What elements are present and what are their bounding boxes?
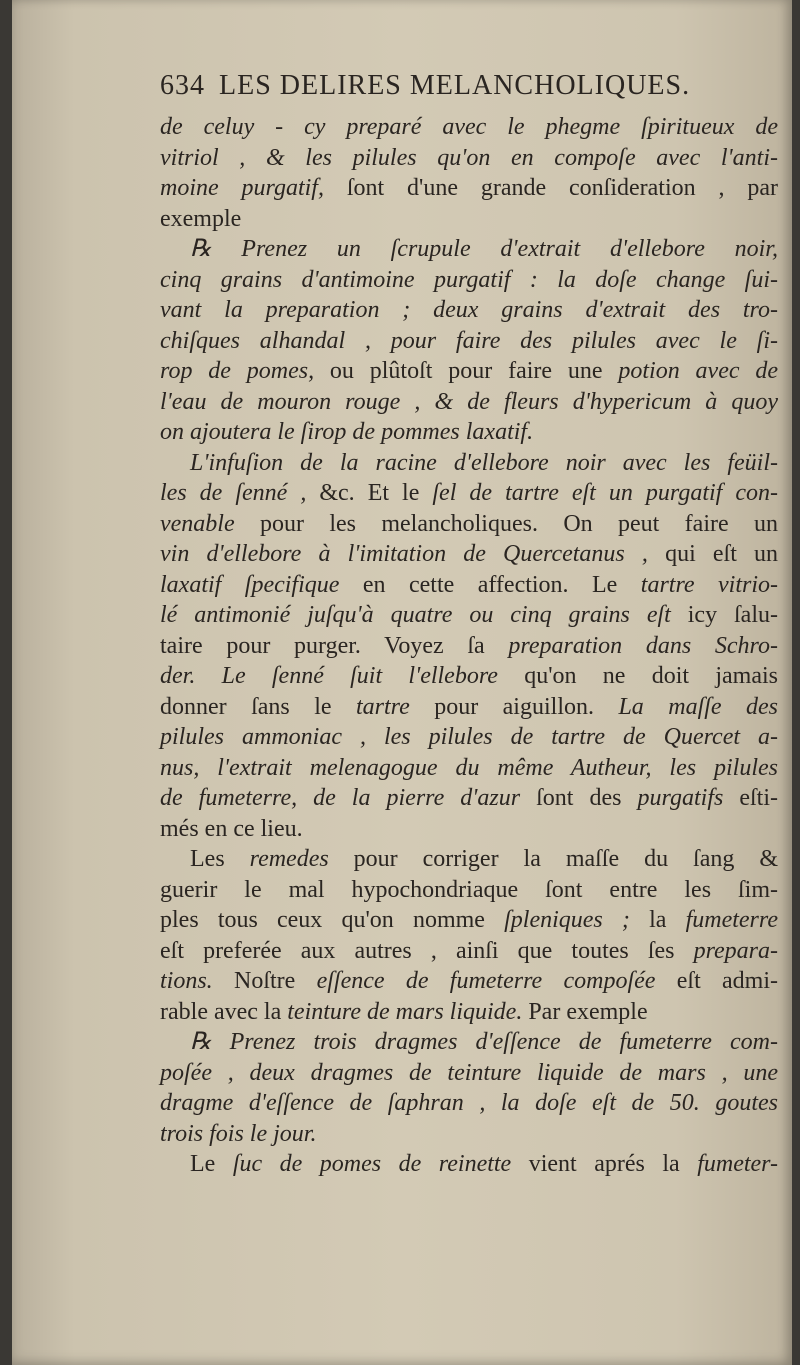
roman-segment: eſt admi-: [655, 968, 779, 994]
roman-segment: pour les melancholiques. On peut faire un: [234, 510, 778, 537]
italic-segment: preparation dans Schro-: [508, 632, 779, 659]
italic-segment: purgatifs: [637, 785, 724, 811]
roman-segment: pour aiguillon.: [409, 693, 619, 720]
text-line: [160, 783, 778, 814]
text-line: [160, 722, 778, 753]
italic-segment: tartre vitrio-: [640, 571, 778, 598]
italic-segment: nus, l'extrait melenagogue du même Autheur, les pilules: [160, 754, 778, 781]
italic-segment: tions.: [160, 968, 213, 994]
text-line: [160, 570, 778, 601]
roman-segment: en cette affection. Le: [339, 571, 641, 598]
italic-segment: poſée , deux dragmes de teinture liquide de mars , une: [160, 1059, 778, 1086]
italic-segment: teinture de mars liquide.: [287, 998, 523, 1025]
italic-segment: lé antimonié juſqu'à quatre ou cinq grains eſt: [160, 602, 671, 628]
text-line: [160, 356, 778, 387]
text-line: [160, 509, 778, 540]
italic-segment: vant la preparation ; deux grains d'extrait des tro-: [160, 297, 778, 323]
text-line: [160, 1088, 778, 1119]
text-line: [160, 936, 778, 967]
italic-segment: tartre: [355, 693, 410, 720]
italic-segment: venable: [160, 510, 235, 537]
roman-segment: ples tous ceux qu'on nomme: [160, 907, 505, 933]
roman-segment: ou plûtoſt pour faire une: [314, 358, 619, 384]
text-line: [160, 1058, 778, 1089]
italic-segment: on ajoutera le ſirop de pommes laxatif.: [160, 419, 534, 445]
roman-segment: exemple: [160, 205, 242, 232]
text-line: [160, 539, 778, 570]
italic-segment: eſſence de fumeterre compoſée: [316, 968, 656, 994]
text-line: [160, 600, 778, 631]
italic-segment: rop de pomes,: [160, 358, 315, 384]
roman-segment: pour corriger la maſſe du ſang &: [328, 846, 779, 872]
italic-segment: de fumeterre, de la pierre d'azur: [160, 785, 521, 811]
text-line: [160, 234, 778, 265]
roman-segment: ſont d'une grande conſideration , par: [323, 175, 778, 201]
roman-segment: vient aprés la: [511, 1151, 698, 1177]
roman-segment: donner ſans le: [160, 693, 356, 720]
roman-segment: rable avec la: [160, 998, 288, 1025]
book-page: [12, 0, 792, 1365]
roman-segment: eſt preferée aux autres , ainſi que toutes ſes: [160, 937, 694, 964]
italic-segment: les de ſenné ,: [160, 480, 307, 506]
italic-segment: trois fois le jour.: [160, 1120, 317, 1147]
italic-segment: fumeterre: [685, 907, 778, 933]
roman-segment: &c. Et le: [306, 480, 433, 506]
text-line: [160, 844, 778, 875]
roman-segment: icy ſalu-: [670, 602, 778, 628]
italic-segment: ſuc de pomes de reinette: [232, 1151, 512, 1177]
text-line: [160, 448, 778, 479]
text-line: [160, 1119, 778, 1150]
running-header: [160, 60, 778, 112]
text-line: [160, 631, 778, 662]
text-line: [160, 692, 778, 723]
italic-segment: der. Le ſenné ſuit l'ellebore: [160, 663, 498, 689]
roman-segment: la: [629, 907, 686, 933]
text-line: [160, 265, 778, 296]
running-title: LES DELIRES MELANCHOLIQUES.: [219, 70, 691, 101]
text-line: [160, 875, 778, 906]
text-line: [160, 295, 778, 326]
roman-segment: Par exemple: [522, 998, 648, 1025]
text-line: [160, 112, 778, 143]
text-line: [160, 661, 778, 692]
italic-segment: dragme d'eſſence de ſaphran , la doſe eſt de 50. goutes: [160, 1090, 778, 1116]
text-line: [160, 905, 778, 936]
italic-segment: fumeter-: [697, 1151, 779, 1177]
roman-segment: guerir le mal hypochondriaque ſont entre les ſim-: [160, 876, 778, 903]
italic-segment: ℞ Prenez trois dragmes d'eſſence de fumeterre com-: [190, 1029, 778, 1055]
roman-segment: qui eſt un: [647, 541, 778, 567]
italic-segment: vitriol , & les pilules qu'on en compoſe avec l'anti-: [160, 144, 778, 171]
text-line: [160, 753, 778, 784]
roman-segment: eſti-: [723, 785, 779, 811]
italic-segment: laxatif ſpecifique: [160, 571, 340, 598]
roman-segment: qu'on ne doit jamais: [497, 663, 778, 689]
italic-segment: moine purgatif,: [160, 175, 324, 201]
text-line: [160, 173, 778, 204]
text-line: [160, 143, 778, 174]
italic-segment: ſpleniques ;: [504, 907, 630, 933]
text-line: [160, 997, 778, 1028]
text-line: [160, 478, 778, 509]
text-line: [160, 326, 778, 357]
text-line: [160, 417, 778, 448]
italic-segment: prepara-: [693, 937, 778, 964]
italic-segment: ℞ Prenez un ſcrupule d'extrait d'ellebore noir,: [190, 236, 778, 262]
roman-segment: Noſtre: [212, 968, 317, 994]
roman-segment: més en ce lieu.: [160, 815, 303, 842]
body-text: [160, 112, 778, 1180]
italic-segment: cinq grains d'antimoine purgatif : la doſe change ſui-: [160, 266, 778, 293]
italic-segment: de celuy - cy preparé avec le phegme ſpiritueux de: [160, 114, 778, 140]
text-line: [160, 814, 778, 845]
italic-segment: La maſſe des: [618, 693, 778, 720]
text-line: [160, 966, 778, 997]
italic-segment: chiſques alhandal , pour faire des pilules avec le ſi-: [160, 327, 778, 354]
italic-segment: potion avec de: [618, 358, 778, 384]
italic-segment: pilules ammoniac , les pilules de tartre de Quercet a-: [160, 724, 778, 750]
page-number: 634: [160, 70, 205, 101]
roman-segment: taire pour purger. Voyez ſa: [160, 632, 509, 659]
roman-segment: Le: [190, 1151, 233, 1177]
text-line: [160, 1149, 778, 1180]
italic-segment: vin d'ellebore à l'imitation de Quercetanus ,: [160, 541, 648, 567]
text-line: [160, 387, 778, 418]
text-line: [160, 1027, 778, 1058]
page-text: [160, 60, 778, 1180]
roman-segment: Les: [190, 846, 250, 872]
italic-segment: l'eau de mouron rouge , & de fleurs d'hypericum à quoy: [160, 388, 778, 415]
text-line: [160, 204, 778, 235]
italic-segment: ſel de tartre eſt un purgatif con-: [432, 480, 778, 506]
italic-segment: remedes: [249, 846, 329, 872]
italic-segment: L'infuſion de la racine d'ellebore noir avec les feüil-: [190, 449, 778, 476]
roman-segment: ſont des: [520, 785, 638, 811]
